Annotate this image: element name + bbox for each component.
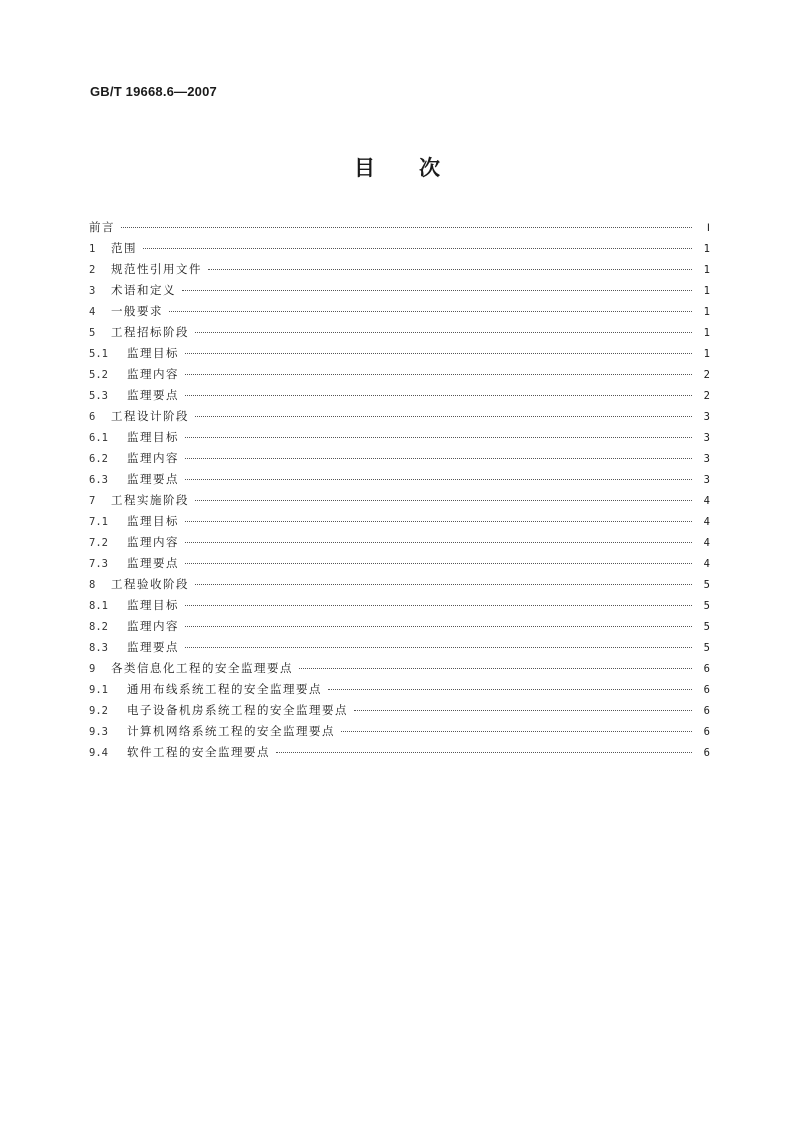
toc-entry[interactable]	[89, 387, 710, 408]
dot-leader	[169, 310, 692, 312]
dot-leader	[185, 457, 692, 459]
toc-entry[interactable]	[89, 240, 710, 261]
toc-entry-page: 2	[703, 369, 710, 381]
toc-entry[interactable]	[89, 597, 710, 618]
toc-entry-title: 各类信息化工程的安全监理要点	[111, 661, 293, 675]
dot-leader	[185, 394, 692, 396]
toc-entry[interactable]	[89, 303, 710, 324]
toc-entry[interactable]	[89, 492, 710, 513]
toc-entry-page: 6	[703, 726, 710, 738]
toc-entry-title: 监理目标	[127, 346, 179, 360]
toc-entry[interactable]	[89, 261, 710, 282]
toc-entry-number: 8	[89, 579, 96, 591]
toc-entry-number: 8.3	[89, 642, 108, 654]
toc-entry-number: 6.3	[89, 474, 108, 486]
toc-entry-title: 工程验收阶段	[111, 577, 189, 591]
dot-leader	[185, 604, 692, 606]
toc-entry-number: 7	[89, 495, 96, 507]
toc-entry-number: 9.2	[89, 705, 108, 717]
dot-leader	[185, 562, 692, 564]
toc-entry[interactable]	[89, 639, 710, 660]
toc-entry-page: 6	[703, 663, 710, 675]
toc-entry-title: 监理目标	[127, 598, 179, 612]
toc-entry-number: 7.1	[89, 516, 108, 528]
dot-leader	[195, 415, 692, 417]
toc-entry-number: 5.3	[89, 390, 108, 402]
toc-entry-title: 计算机网络系统工程的安全监理要点	[127, 724, 335, 738]
toc-entry-page: 3	[703, 453, 710, 465]
toc-entry-number: 6.1	[89, 432, 108, 444]
toc-entry-title: 监理内容	[127, 451, 179, 465]
toc-entry-page: Ⅰ	[706, 222, 710, 234]
toc-entry-page: 1	[703, 327, 710, 339]
toc-entry-number: 5	[89, 327, 96, 339]
toc-entry-title: 术语和定义	[111, 283, 176, 297]
dot-leader	[185, 646, 692, 648]
toc-entry[interactable]	[89, 744, 710, 765]
toc-entry-page: 5	[703, 600, 710, 612]
toc-entry-page: 1	[703, 243, 710, 255]
toc-entry-page: 3	[703, 411, 710, 423]
toc-entry-number: 9.1	[89, 684, 108, 696]
toc-entry-number: 4	[89, 306, 96, 318]
toc-entry[interactable]	[89, 513, 710, 534]
toc-entry-page: 6	[703, 684, 710, 696]
toc-entry-title: 监理目标	[127, 430, 179, 444]
toc-entry-page: 4	[703, 558, 710, 570]
toc-entry-title: 通用布线系统工程的安全监理要点	[127, 682, 322, 696]
toc-entry-page: 6	[703, 705, 710, 717]
dot-leader	[328, 688, 692, 690]
toc-entry-title: 监理内容	[127, 367, 179, 381]
toc-entry-number: 9	[89, 663, 96, 675]
dot-leader	[182, 289, 692, 291]
toc-entry[interactable]	[89, 429, 710, 450]
toc-entry-page: 6	[703, 747, 710, 759]
toc-entry[interactable]	[89, 681, 710, 702]
toc-entry[interactable]	[89, 471, 710, 492]
toc-entry[interactable]	[89, 723, 710, 744]
dot-leader	[299, 667, 692, 669]
table-of-contents	[89, 219, 710, 765]
dot-leader	[121, 226, 692, 228]
toc-entry-number: 7.3	[89, 558, 108, 570]
dot-leader	[208, 268, 692, 270]
toc-entry[interactable]	[89, 702, 710, 723]
toc-entry-number: 9.3	[89, 726, 108, 738]
dot-leader	[195, 499, 692, 501]
toc-entry-page: 2	[703, 390, 710, 402]
toc-entry[interactable]	[89, 408, 710, 429]
toc-entry-page: 4	[703, 516, 710, 528]
page-title: 目次	[354, 156, 484, 180]
toc-entry-title: 监理内容	[127, 619, 179, 633]
toc-entry[interactable]	[89, 324, 710, 345]
toc-entry[interactable]	[89, 618, 710, 639]
dot-leader	[185, 436, 692, 438]
toc-entry-title: 电子设备机房系统工程的安全监理要点	[127, 703, 348, 717]
toc-entry-number: 8.2	[89, 621, 108, 633]
toc-entry-number: 5.1	[89, 348, 108, 360]
toc-entry-number: 6.2	[89, 453, 108, 465]
toc-entry-number: 7.2	[89, 537, 108, 549]
toc-entry-title: 前言	[89, 220, 115, 234]
dot-leader	[185, 541, 692, 543]
toc-entry[interactable]	[89, 450, 710, 471]
toc-entry[interactable]	[89, 555, 710, 576]
toc-entry-page: 5	[703, 621, 710, 633]
toc-entry-page: 1	[703, 348, 710, 360]
dot-leader	[195, 583, 692, 585]
toc-entry-page: 1	[703, 306, 710, 318]
dot-leader	[276, 751, 692, 753]
toc-entry-page: 4	[703, 537, 710, 549]
toc-entry-page: 5	[703, 642, 710, 654]
toc-entry-title: 监理要点	[127, 388, 179, 402]
toc-entry-title: 范围	[111, 241, 137, 255]
toc-entry-page: 5	[703, 579, 710, 591]
dot-leader	[185, 625, 692, 627]
toc-entry[interactable]	[89, 366, 710, 387]
toc-entry-page: 1	[703, 285, 710, 297]
toc-entry-title: 监理要点	[127, 640, 179, 654]
toc-entry-page: 3	[703, 474, 710, 486]
toc-entry-title: 工程实施阶段	[111, 493, 189, 507]
dot-leader	[185, 352, 692, 354]
dot-leader	[143, 247, 692, 249]
toc-entry-title: 软件工程的安全监理要点	[127, 745, 270, 759]
dot-leader	[341, 730, 692, 732]
toc-entry-number: 3	[89, 285, 96, 297]
toc-entry[interactable]	[89, 219, 710, 240]
toc-entry[interactable]	[89, 534, 710, 555]
toc-entry-page: 4	[703, 495, 710, 507]
toc-entry-number: 8.1	[89, 600, 108, 612]
toc-entry-number: 6	[89, 411, 96, 423]
dot-leader	[185, 478, 692, 480]
toc-entry-number: 2	[89, 264, 96, 276]
toc-entry-title: 规范性引用文件	[111, 262, 202, 276]
toc-entry-page: 1	[703, 264, 710, 276]
toc-entry-number: 9.4	[89, 747, 108, 759]
toc-entry[interactable]	[89, 282, 710, 303]
toc-entry-title: 工程招标阶段	[111, 325, 189, 339]
toc-entry-title: 监理要点	[127, 472, 179, 486]
toc-entry-title: 工程设计阶段	[111, 409, 189, 423]
standard-code: GB/T 19668.6—2007	[90, 84, 217, 99]
dot-leader	[185, 520, 692, 522]
toc-entry-title: 监理内容	[127, 535, 179, 549]
toc-entry-number: 5.2	[89, 369, 108, 381]
dot-leader	[354, 709, 692, 711]
toc-entry-page: 3	[703, 432, 710, 444]
dot-leader	[195, 331, 692, 333]
toc-entry[interactable]	[89, 576, 710, 597]
toc-entry[interactable]	[89, 345, 710, 366]
toc-entry-title: 监理要点	[127, 556, 179, 570]
toc-entry-number: 1	[89, 243, 96, 255]
toc-entry-title: 监理目标	[127, 514, 179, 528]
dot-leader	[185, 373, 692, 375]
toc-entry[interactable]	[89, 660, 710, 681]
toc-entry-title: 一般要求	[111, 304, 163, 318]
